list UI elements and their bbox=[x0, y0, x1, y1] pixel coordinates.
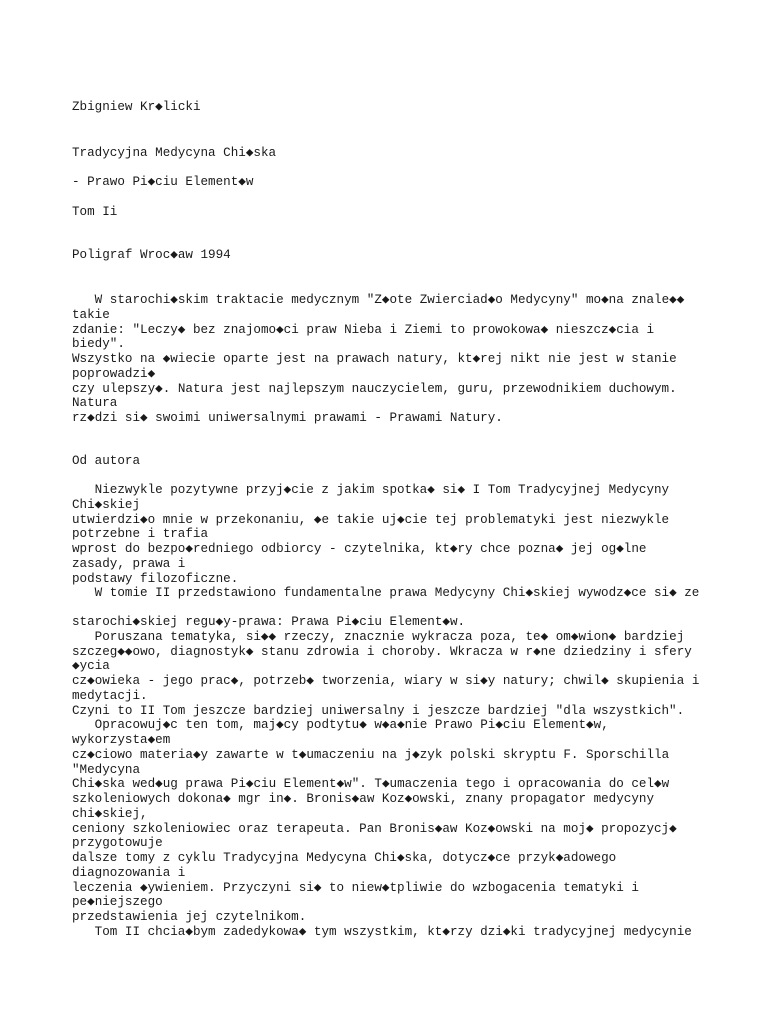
text-line: cz◆ciowo materia◆y zawarte w t◆umaczeniu na j◆zyk polski skryptu F. Sporschilla bbox=[72, 747, 670, 762]
text-line: rz◆dzi si◆ swoimi uniwersalnymi prawami - Prawami Natury. bbox=[72, 411, 503, 425]
text-line: zdanie: "Leczy◆ bez znajomo◆ci praw Nieba i Ziemi to prowokowa◆ nieszcz◆cia i bbox=[72, 322, 655, 337]
text-line: biedy". bbox=[72, 337, 125, 352]
text-line: potrzebne i trafia bbox=[72, 527, 209, 542]
book-subtitle: - Prawo Pi◆ciu Element◆w bbox=[72, 175, 254, 189]
text-line: szczeg◆◆owo, diagnostyk◆ stanu zdrowia i choroby. Wkracza w r◆ne dziedziny i sfery bbox=[72, 644, 692, 659]
text-line: cz◆owieka - jego prac◆, potrzeb◆ tworzenia, wiary w si◆y natury; chwil◆ skupienia i bbox=[72, 674, 700, 689]
text-line: Czyni to II Tom jeszcze bardziej uniwersalny i jeszcze bardziej "dla wszystkich". bbox=[72, 703, 685, 718]
text-line: Tom II chcia◆bym zadedykowa◆ tym wszystkim, kt◆rzy dzi◆ki tradycyjnej medycynie bbox=[72, 924, 692, 939]
text-line: Natura bbox=[72, 396, 118, 411]
text-line: ◆ycia bbox=[72, 659, 110, 674]
text-line: takie bbox=[72, 307, 110, 322]
text-line: przedstawienia jej czytelnikom. bbox=[72, 910, 307, 925]
text-line: leczenia ◆ywieniem. Przyczyni si◆ to niew◆tpliwie do wzbogacenia tematyki i bbox=[72, 880, 639, 895]
text-line: W starochi◆skim traktacie medycznym "Z◆ote Zwierciad◆o Medycyny" mo◆na znale◆◆ bbox=[72, 293, 685, 307]
text-line: zasady, prawa i bbox=[72, 556, 186, 571]
text-line: poprowadzi◆ bbox=[72, 366, 156, 381]
text-line: Opracowuj◆c ten tom, maj◆cy podtytu◆ w◆a◆nie Prawo Pi◆ciu Element◆w, bbox=[72, 718, 609, 733]
text-line: dalsze tomy z cyklu Tradycyjna Medycyna Chi◆ska, dotycz◆ce przyk◆adowego bbox=[72, 851, 617, 866]
text-line: Wszystko na ◆wiecie oparte jest na prawach natury, kt◆rej nikt nie jest w stanie bbox=[72, 352, 677, 366]
text-line: Niezwykle pozytywne przyj◆cie z jakim spotka◆ si◆ I Tom Tradycyjnej Medycyny bbox=[72, 483, 670, 497]
section-heading: Od autora bbox=[72, 454, 141, 468]
text-line: wprost do bezpo◆redniego odbiorcy - czytelnika, kt◆ry chce pozna◆ jej og◆lne bbox=[72, 542, 647, 556]
text-line: utwierdzi◆o mnie w przekonaniu, ◆e takie uj◆cie tej problematyki jest niezwykle bbox=[72, 512, 670, 527]
text-line: Poruszana tematyka, si◆◆ rzeczy, znacznie wykracza poza, te◆ om◆wion◆ bardziej bbox=[72, 629, 685, 644]
volume-label: Tom Ii bbox=[72, 205, 118, 219]
book-title: Tradycyjna Medycyna Chi◆ska bbox=[72, 146, 277, 160]
text-line: diagnozowania i bbox=[72, 865, 186, 880]
text-line: "Medycyna bbox=[72, 762, 141, 777]
text-line: W tomie II przedstawiono fundamentalne prawa Medycyny Chi◆skiej wywodz◆ce si◆ ze bbox=[72, 586, 700, 601]
text-line: Chi◆skiej bbox=[72, 497, 141, 512]
text-line: medytacji. bbox=[72, 688, 148, 703]
text-line: szkoleniowych dokona◆ mgr in◆. Bronis◆aw Koz◆owski, znany propagator medycyny bbox=[72, 792, 655, 807]
text-line: przygotowuje bbox=[72, 836, 163, 851]
text-line: chi◆skiej, bbox=[72, 806, 148, 821]
text-line: pe◆niejszego bbox=[72, 895, 163, 910]
author-name: Zbigniew Kr◆licki bbox=[72, 100, 201, 114]
text-line: wykorzysta◆em bbox=[72, 733, 171, 748]
text-line: starochi◆skiej regu◆y-prawa: Prawa Pi◆ciu Element◆w. bbox=[72, 615, 466, 629]
text-line: czy ulepszy◆. Natura jest najlepszym nauczycielem, guru, przewodnikiem duchowym. bbox=[72, 381, 677, 396]
publisher-line: Poligraf Wroc◆aw 1994 bbox=[72, 248, 231, 262]
text-line: Chi◆ska wed◆ug prawa Pi◆ciu Element◆w". T◆umaczenia tego i opracowania do cel◆w bbox=[72, 777, 670, 792]
text-line: ceniony szkoleniowiec oraz terapeuta. Pan Bronis◆aw Koz◆owski na moj◆ propozycj◆ bbox=[72, 821, 677, 836]
text-line: podstawy filozoficzne. bbox=[72, 571, 239, 586]
